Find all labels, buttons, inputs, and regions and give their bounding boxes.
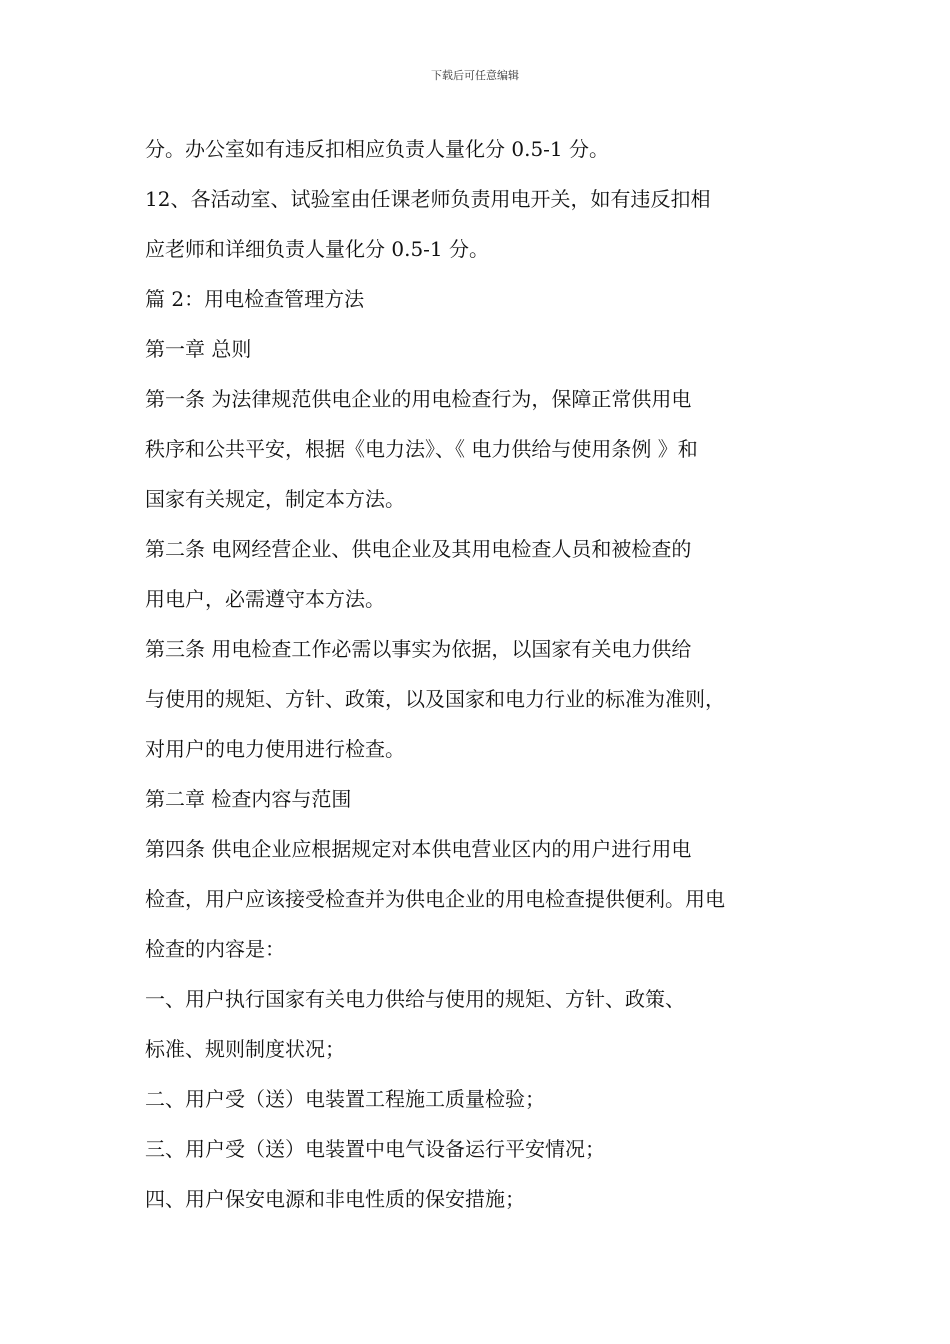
- text-line: 秩序和公共平安，根据《电力法》、《 电力供给与使用条例 》和: [145, 437, 698, 461]
- text-line: 检查，用户应该接受检查并为供电企业的用电检查提供便利。用电: [145, 887, 725, 911]
- chapter-heading: 第一章 总则: [145, 337, 252, 361]
- text-line: 第三条 用电检查工作必需以事实为依据，以国家有关电力供给: [145, 637, 692, 661]
- chapter-heading: 第二章 检查内容与范围: [145, 787, 352, 811]
- text-line: 分。办公室如有违反扣相应负责人量化分 0.5-1 分。: [145, 137, 610, 161]
- section-title: 篇 2：用电检查管理方法: [145, 287, 365, 311]
- page-header-note: 下载后可任意编辑: [431, 69, 519, 82]
- text-line: 用电户，必需遵守本方法。: [145, 587, 385, 611]
- text-line: 第一条 为法律规范供电企业的用电检查行为，保障正常供用电: [145, 387, 692, 411]
- text-line: 国家有关规定，制定本方法。: [145, 487, 405, 511]
- text-line: 12、各活动室、试验室由任课老师负责用电开关，如有违反扣相: [145, 187, 711, 211]
- text-line: 三、用户受（送）电装置中电气设备运行平安情况；: [145, 1137, 605, 1161]
- text-line: 二、用户受（送）电装置工程施工质量检验；: [145, 1087, 545, 1111]
- text-line: 四、用户保安电源和非电性质的保安措施；: [145, 1187, 525, 1211]
- text-line: 第四条 供电企业应根据规定对本供电营业区内的用户进行用电: [145, 837, 692, 861]
- text-line: 标准、规则制度状况；: [145, 1037, 345, 1061]
- text-line: 一、用户执行国家有关电力供给与使用的规矩、方针、政策、: [145, 987, 685, 1011]
- text-line: 应老师和详细负责人量化分 0.5-1 分。: [145, 237, 490, 261]
- text-line: 检查的内容是：: [145, 937, 285, 961]
- text-line: 与使用的规矩、方针、政策，以及国家和电力行业的标准为准则，: [145, 687, 725, 711]
- text-line: 第二条 电网经营企业、供电企业及其用电检查人员和被检查的: [145, 537, 692, 561]
- text-line: 对用户的电力使用进行检查。: [145, 737, 405, 761]
